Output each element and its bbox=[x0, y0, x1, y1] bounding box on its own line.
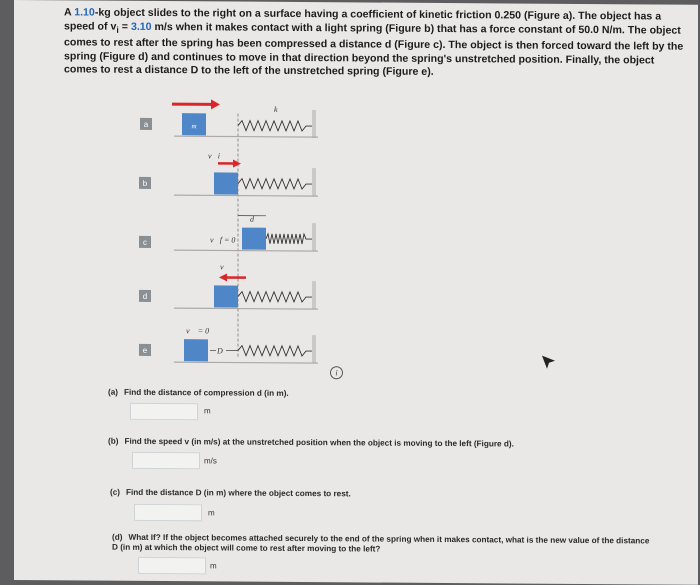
v-subscript: i bbox=[116, 24, 118, 34]
wall bbox=[312, 281, 316, 309]
panel-e bbox=[174, 326, 318, 363]
what-if-label: What If? bbox=[128, 533, 160, 542]
problem-text: -kg object slides to the right on a surface having a coefficient of kinetic friction bbox=[95, 7, 495, 22]
panel-c bbox=[174, 214, 318, 251]
question-d bbox=[112, 533, 652, 557]
panel-d bbox=[174, 262, 318, 309]
wall bbox=[312, 223, 316, 251]
panel-labels bbox=[139, 118, 152, 356]
question-number: (b) bbox=[108, 437, 118, 446]
unit-label: m/s bbox=[204, 456, 217, 465]
panel-b bbox=[174, 151, 318, 196]
question-b bbox=[108, 437, 514, 449]
panel-a bbox=[172, 99, 318, 138]
velocity-arrowhead bbox=[219, 273, 227, 281]
spring bbox=[266, 234, 312, 244]
v0-label: v⃗ = 0 bbox=[186, 326, 209, 335]
question-c bbox=[110, 488, 351, 499]
d-label: d bbox=[250, 215, 255, 224]
block bbox=[184, 339, 208, 361]
question-text: If the object becomes attached securely to the end of the spring when it makes contact, what is the new value of the distance D (in m) at which the object will come to rest after moving to the left? bbox=[112, 533, 649, 554]
question-text: Find the distance D (in m) where the object comes to rest. bbox=[126, 488, 351, 499]
mass-value: 1.10 bbox=[74, 6, 95, 18]
problem-text: = bbox=[119, 20, 131, 32]
problem-text: N/m. The object comes to rest after the spring has been compressed a distance d (Figure c). The object is then forced toward the left by the spring (Figure d) and continues to move in that direction beyond the spring's unstretched position. Finally, the object comes to rest a distance D to the left of the unstretched spring (Figure e). bbox=[64, 24, 683, 78]
velocity-arrowhead bbox=[211, 99, 220, 109]
block bbox=[242, 228, 266, 250]
panel-label-a: a bbox=[144, 120, 149, 129]
question-number: (c) bbox=[110, 488, 120, 497]
panel-label-b: b bbox=[143, 179, 148, 188]
mass-label: m bbox=[191, 122, 196, 130]
browser-viewport bbox=[14, 0, 698, 585]
wall bbox=[312, 110, 316, 138]
vi-label: v⃗i bbox=[208, 151, 220, 160]
spring-constant-label: k bbox=[274, 105, 278, 114]
friction-value: 0.250 bbox=[495, 9, 522, 21]
surface bbox=[174, 195, 318, 196]
surface bbox=[174, 250, 318, 251]
problem-text: m/s when it makes contact with a light spring (Figure b) that has a force constant of bbox=[152, 20, 579, 35]
vf-label: v⃗f = 0 bbox=[210, 235, 235, 244]
wall bbox=[312, 168, 316, 196]
spring-constant-value: 50.0 bbox=[578, 23, 599, 35]
spring bbox=[238, 292, 312, 303]
unit-label: m bbox=[204, 406, 211, 415]
spring-block-figure bbox=[14, 0, 698, 385]
surface bbox=[174, 362, 318, 363]
answer-input-b[interactable] bbox=[132, 452, 200, 469]
question-number: (d) bbox=[112, 533, 122, 542]
velocity-arrowhead bbox=[233, 160, 241, 168]
problem-text: A bbox=[64, 6, 74, 18]
answer-input-c[interactable] bbox=[134, 504, 202, 521]
panel-label-c: c bbox=[143, 238, 147, 247]
block bbox=[214, 172, 238, 194]
panel-label-d: d bbox=[143, 292, 147, 301]
answer-input-a[interactable] bbox=[130, 403, 198, 420]
speed-value: 3.10 bbox=[131, 20, 152, 32]
question-text: Find the distance of compression d (in m). bbox=[124, 388, 289, 398]
info-icon[interactable]: i bbox=[330, 366, 343, 379]
answer-input-d[interactable] bbox=[138, 557, 206, 574]
surface bbox=[174, 136, 318, 137]
unit-label: m bbox=[208, 508, 215, 517]
spring bbox=[238, 179, 312, 190]
wall bbox=[312, 335, 316, 363]
spring bbox=[238, 121, 312, 132]
surface bbox=[174, 308, 318, 309]
question-number: (a) bbox=[108, 388, 118, 397]
unit-label: m bbox=[210, 561, 217, 570]
v-label: v⃗ bbox=[220, 262, 230, 271]
problem-text: (Figure a). The object has a speed of v bbox=[64, 10, 661, 33]
D-label: D bbox=[216, 346, 223, 355]
block bbox=[214, 285, 238, 307]
mouse-cursor-icon bbox=[542, 356, 555, 369]
question-a bbox=[108, 388, 289, 398]
question-text: Find the speed v (in m/s) at the unstretched position when the object is moving to the left (Figure d). bbox=[124, 437, 513, 449]
panel-label-e: e bbox=[143, 346, 148, 355]
spring bbox=[238, 346, 312, 357]
